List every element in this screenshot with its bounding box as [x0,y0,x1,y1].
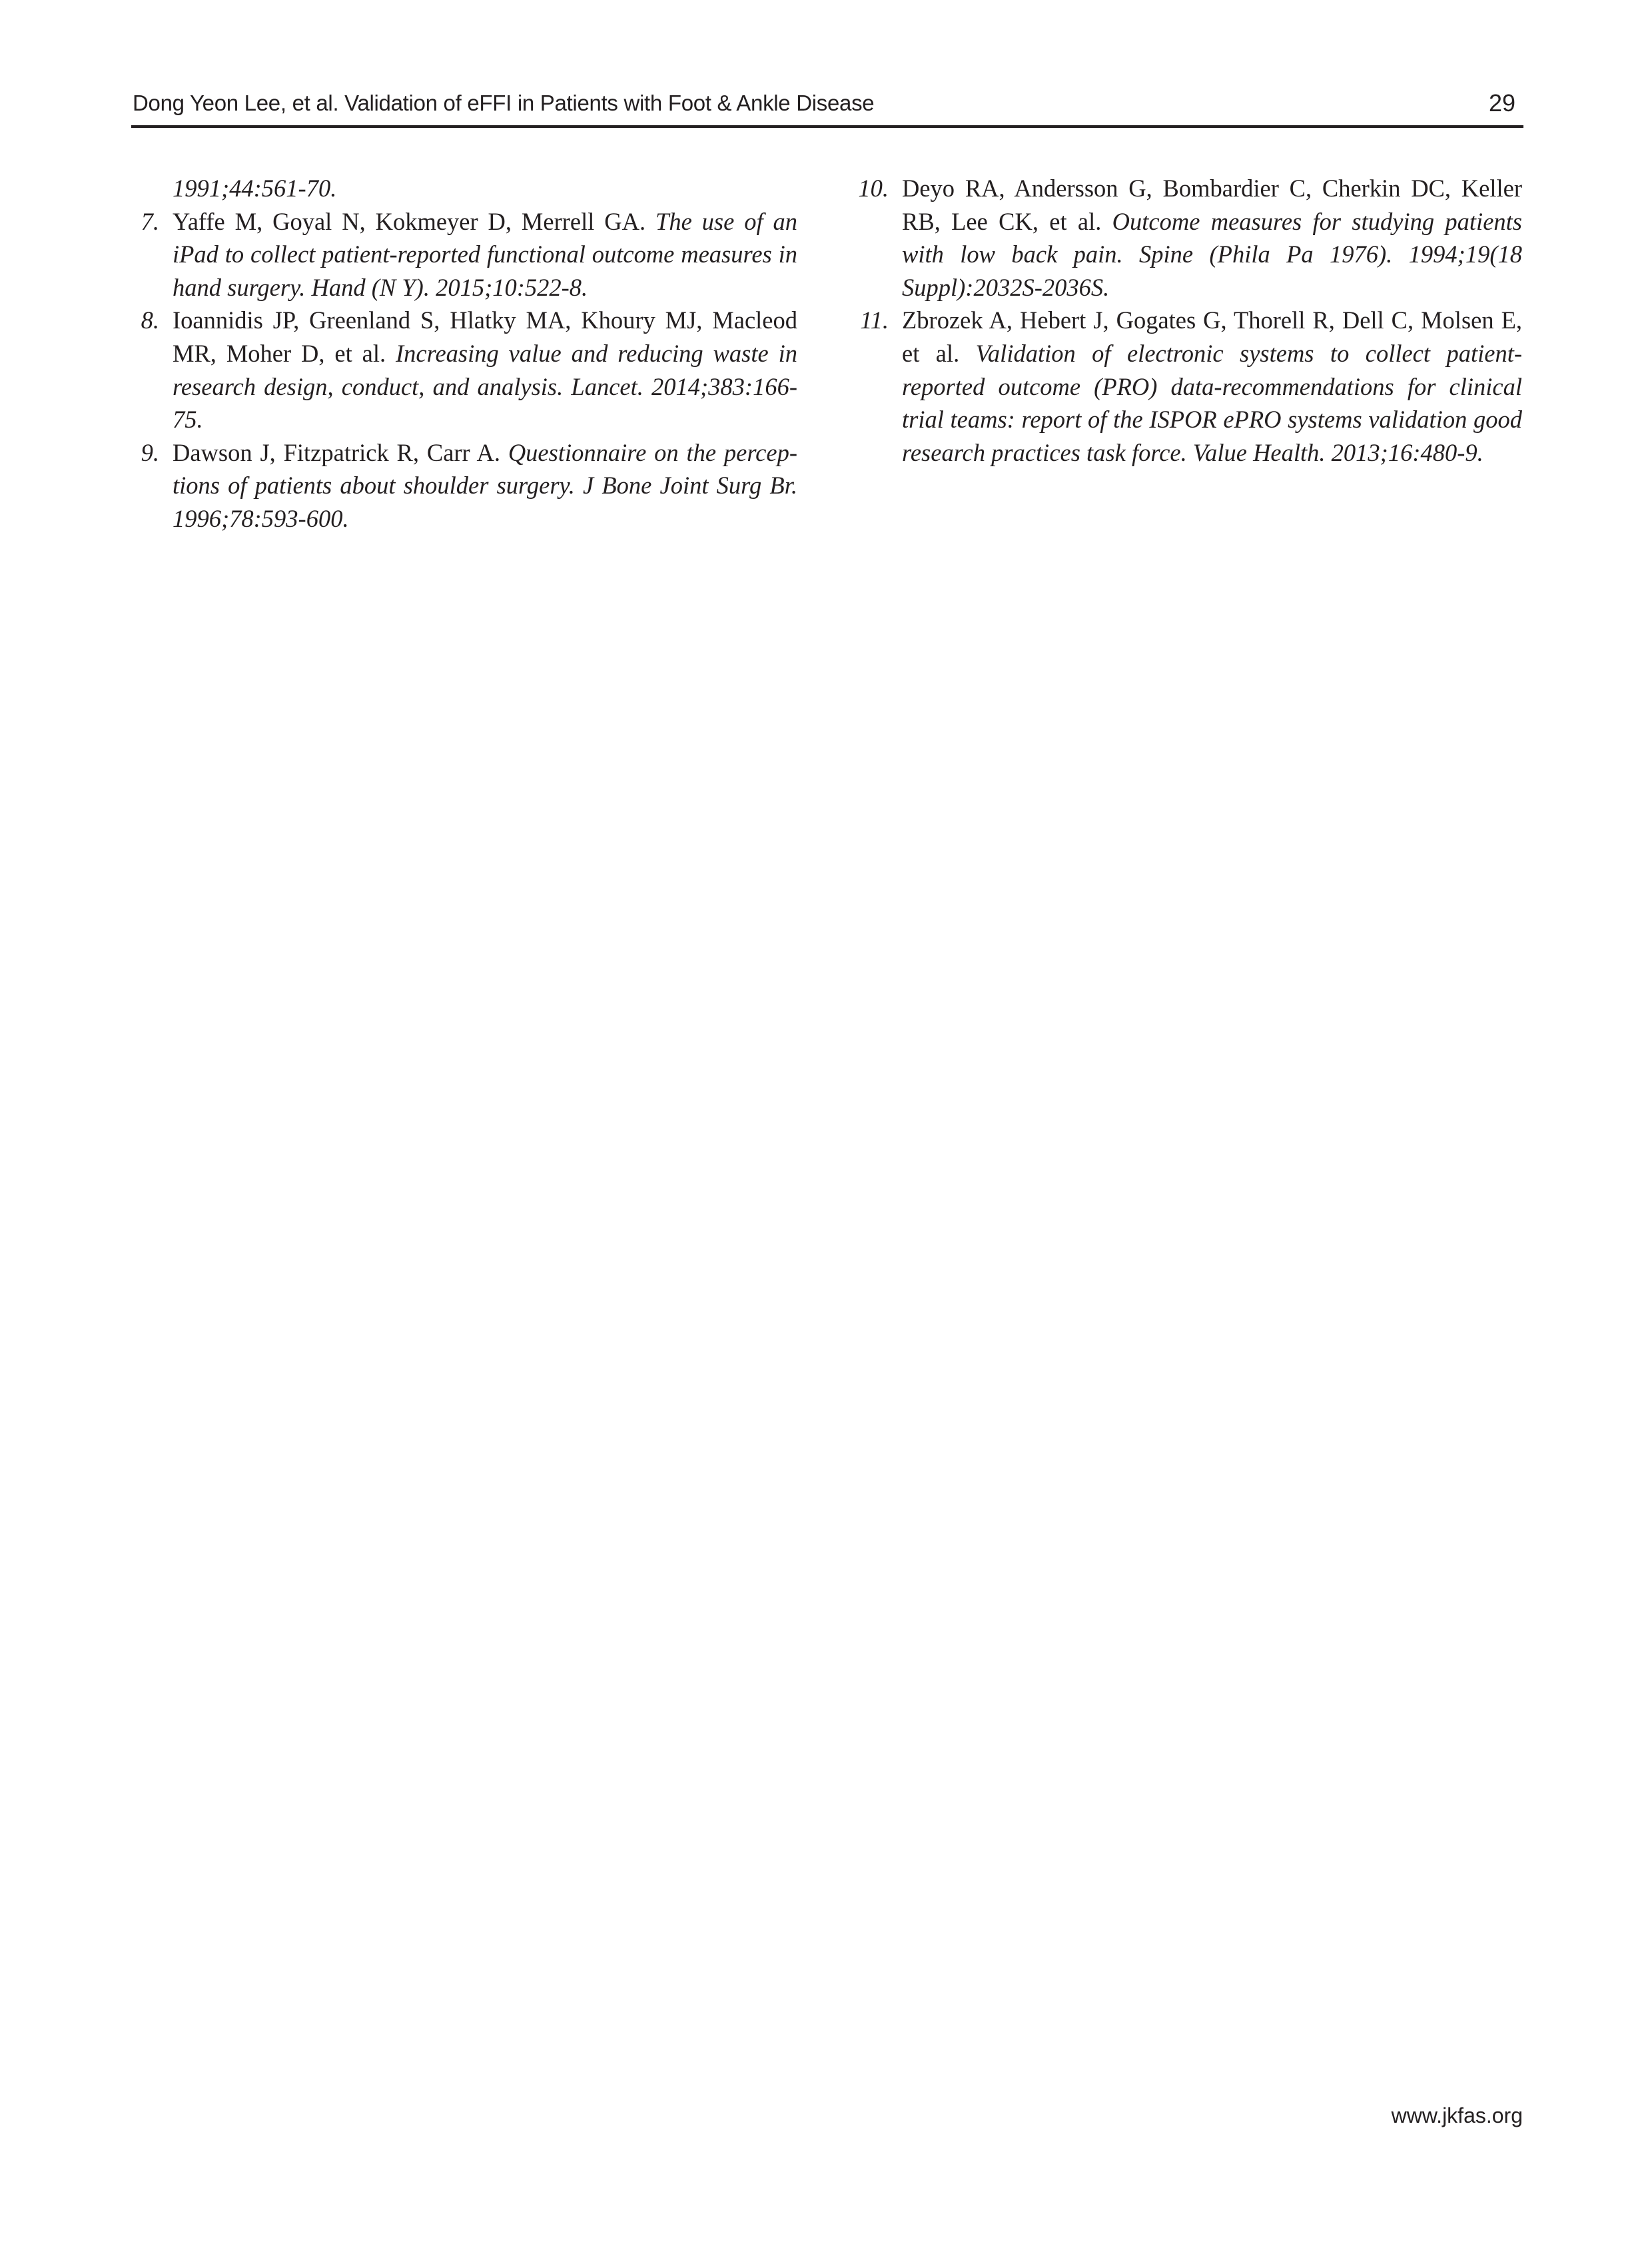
reference-authors: Dawson J, Fitzpatrick R, Carr A. [173,438,508,466]
reference-list-left-column [131,172,797,536]
reference-item-11 [854,304,1522,469]
running-header [131,85,1523,128]
reference-citation: Increasing value and reducing waste in research design, conduct, and analysis. Lancet. 2014;383:166-75. [173,339,797,434]
reference-citation: The use of an iPad to collect patient-reported functional outcome measures in hand surgery. Hand (N Y). 2015;10:522-8. [173,207,797,301]
reference-citation: Outcome measures for studying patients with low back pain. Spine (Phila Pa 1976). 1994;19(18 Suppl):2032S-2036S. [902,207,1522,301]
reference-authors: Yaffe M, Goyal N, Kokmeyer D, Merrell GA. [173,207,656,235]
reference-authors: Ioannidis JP, Greenland S, Hlatky MA, Khoury MJ, Macleod MR, Moher D, et al. [173,306,797,367]
reference-item-6-continued [131,172,797,205]
reference-number: 10. [858,175,889,202]
reference-authors: Zbrozek A, Hebert J, Gogates G, Thorell R, Dell C, Molsen E, et al. [902,306,1522,367]
reference-item-7 [131,205,797,304]
journal-website: www.jkfas.org [1391,2103,1523,2127]
reference-citation: 1991;44:561-70. [173,175,337,202]
reference-item-9 [131,436,797,536]
reference-authors: Deyo RA, Andersson G, Bombardier C, Cherkin DC, Keller RB, Lee CK, et al. [902,175,1522,235]
reference-item-10 [854,172,1522,304]
reference-number: 7. [141,207,159,235]
reference-citation: Validation of electronic systems to collect patient-reported outcome (PRO) data-recommendations for clinical trial teams: report of the ISPOR ePRO systems validation good research practices task force. Value Health. 2013;16:480-9. [902,339,1522,466]
reference-number: 9. [141,438,159,466]
reference-number: 8. [141,306,159,334]
reference-list-right-column [854,172,1522,469]
reference-item-8 [131,304,797,436]
reference-citation: Questionnaire on the perceptions of patients about shoulder surgery. J Bone Joint Surg Br. 1996;78:593-600. [173,438,797,532]
page-number: 29 [1488,89,1515,117]
running-title: Dong Yeon Lee, et al. Validation of eFFI in Patients with Foot & Ankle Disease [133,91,875,115]
reference-number: 11. [860,306,889,334]
